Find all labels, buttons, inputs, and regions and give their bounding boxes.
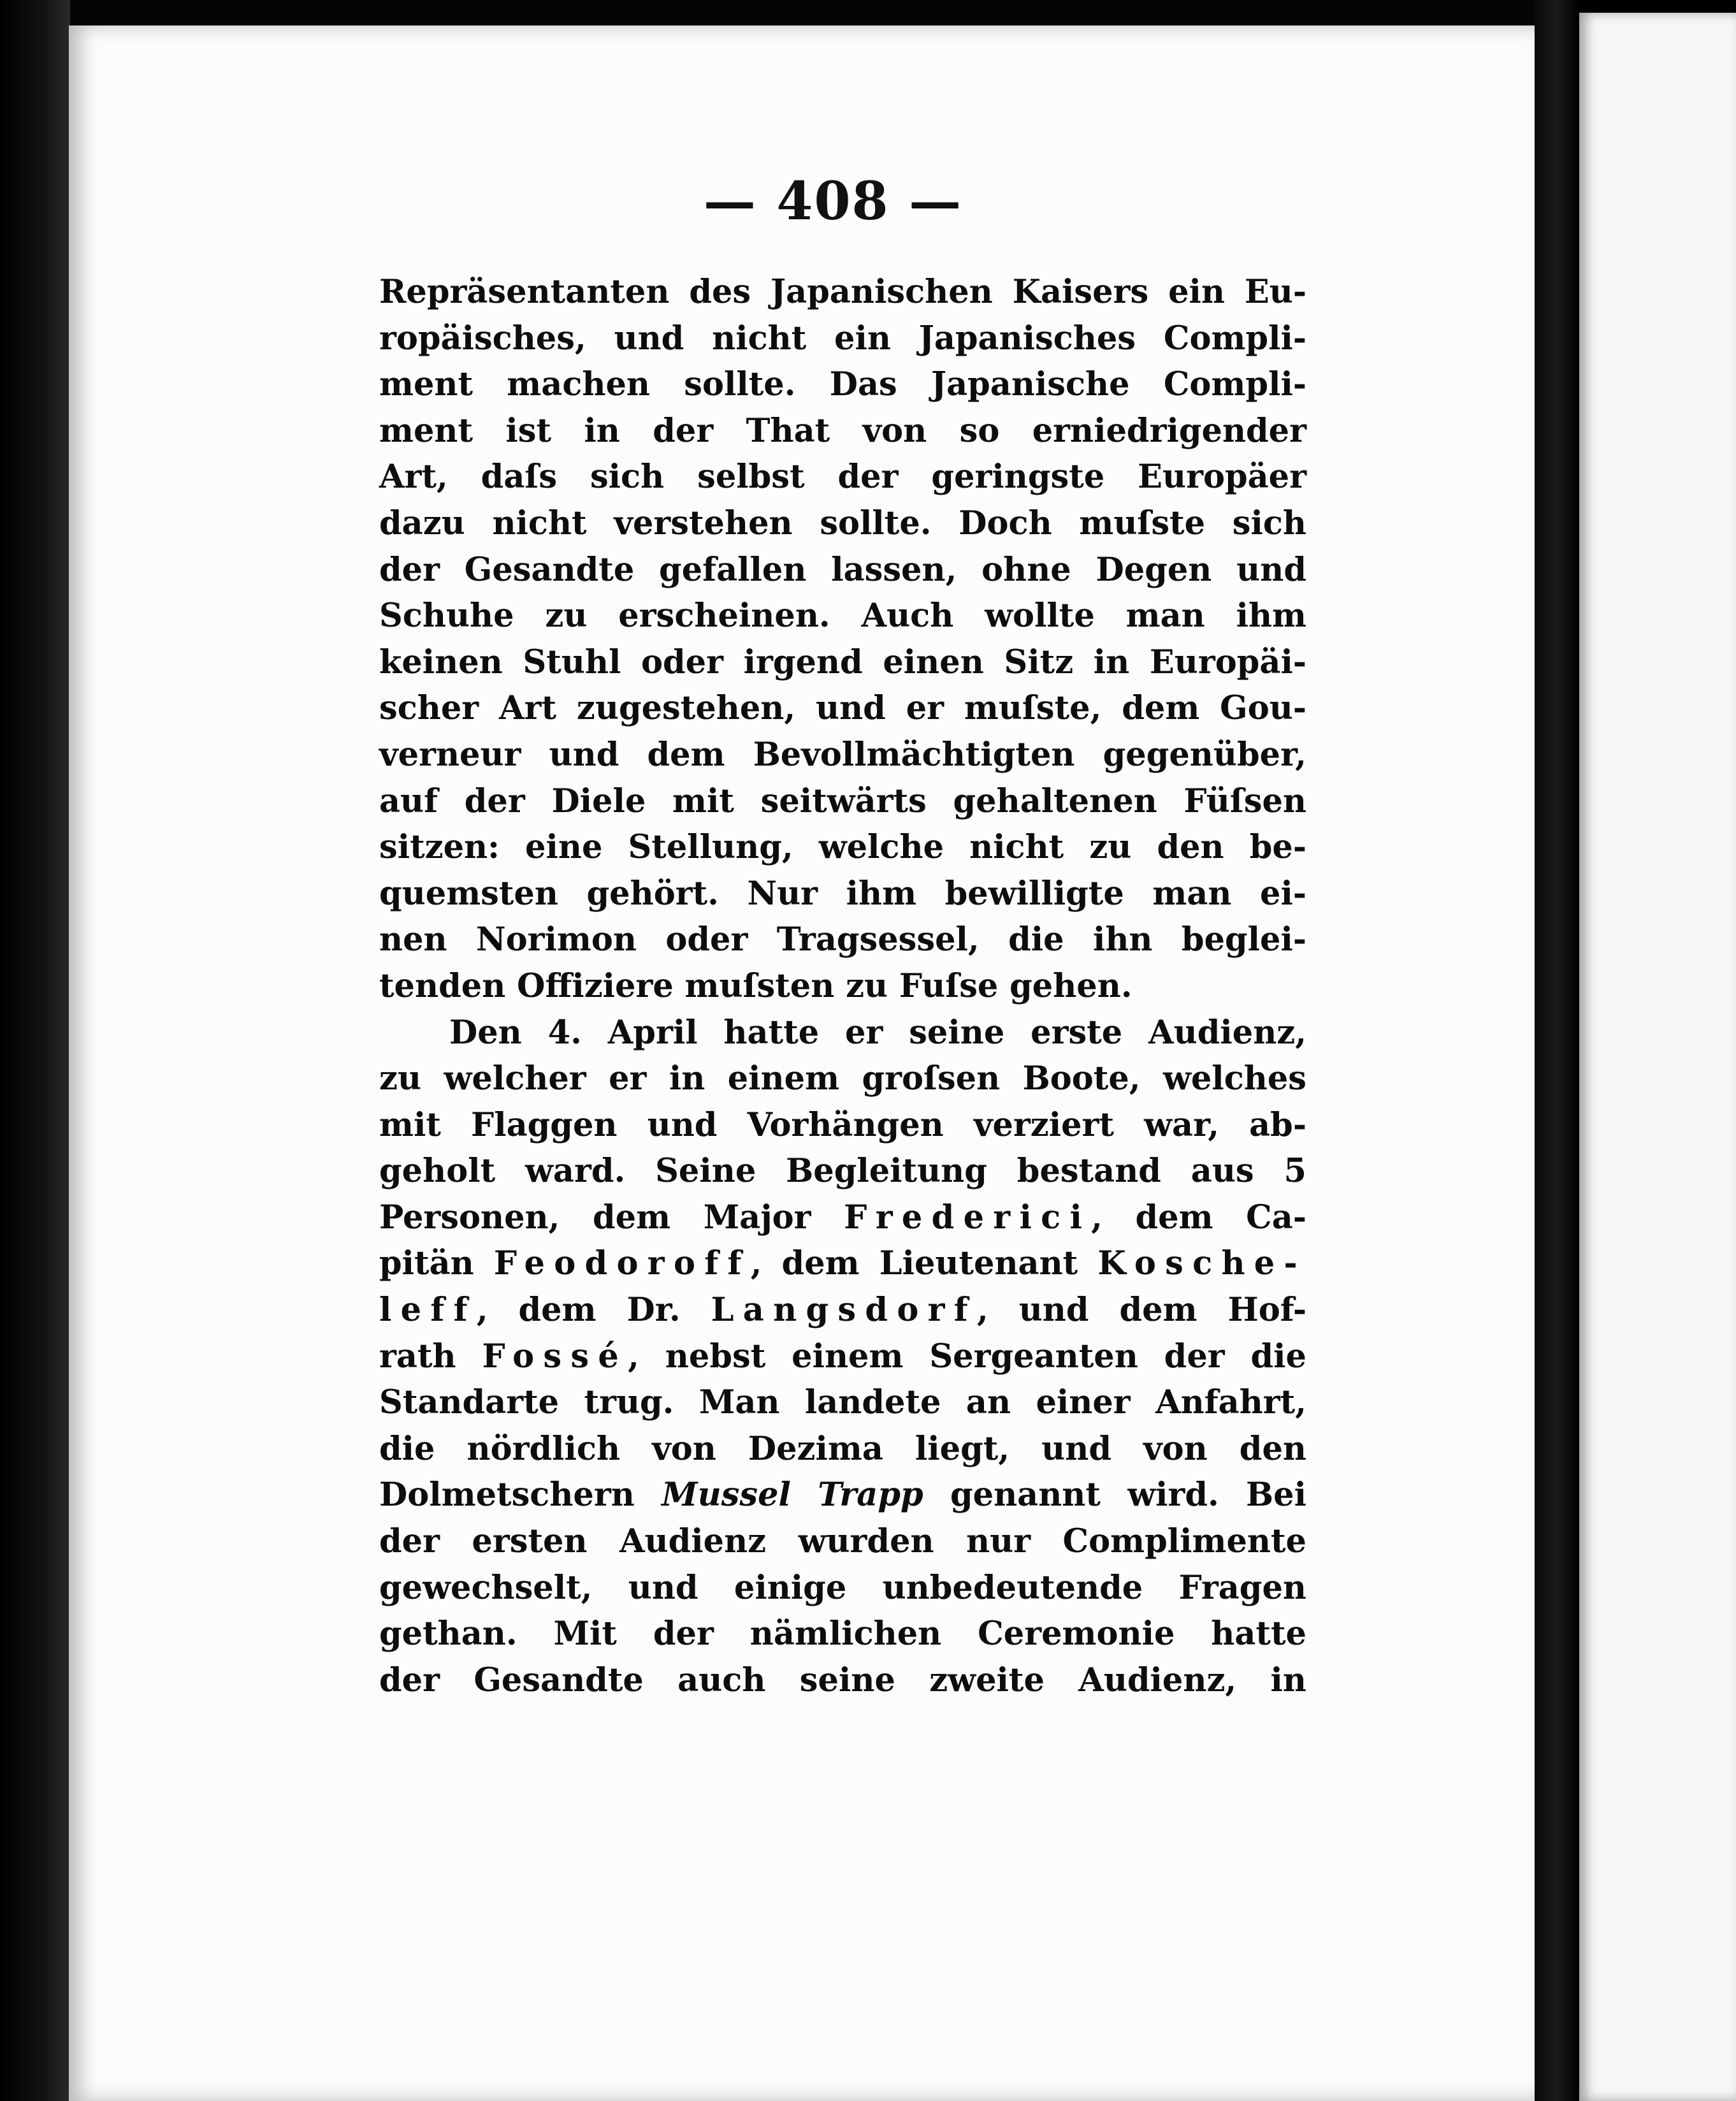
text-run: Art, daſs sich selbst der geringste Europäer	[379, 458, 1306, 497]
text-run: quemsten gehört. Nur ihm bewilligte man ei-	[379, 874, 1306, 913]
page-number: — 408 —	[703, 171, 963, 232]
text-run: geholt ward. Seine Begleitung bestand aus 5	[379, 1152, 1306, 1191]
text-run: mit Flaggen und Vorhängen verziert war, ab-	[379, 1105, 1306, 1144]
text-line	[379, 1334, 1306, 1380]
spaced-name: Fossé	[482, 1337, 628, 1376]
text-line	[379, 1148, 1306, 1195]
text-run: , dem Lieutenant	[750, 1244, 1098, 1283]
text-line	[379, 732, 1306, 778]
text-run: genannt wird. Bei	[923, 1476, 1306, 1515]
text-line	[379, 1056, 1306, 1102]
text-run: nen Norimon oder Tragsessel, die ihn beglei-	[379, 920, 1306, 959]
text-run: die nördlich von Dezima liegt, und von den	[379, 1429, 1306, 1468]
text-run: zu welcher er in einem groſsen Boote, welches	[379, 1059, 1306, 1098]
paragraph-start-line	[379, 1010, 1306, 1056]
text-line	[379, 1472, 1306, 1518]
text-line	[379, 408, 1306, 454]
text-run: Dolmetschern	[379, 1476, 662, 1515]
text-run: der Gesandte auch seine zweite Audienz, in	[379, 1661, 1306, 1699]
text-run: ment ist in der That von so erniedrigender	[379, 411, 1306, 450]
next-page-sliver	[1579, 13, 1736, 2101]
text-run: der Gesandte gefallen lassen, ohne Degen und	[379, 550, 1306, 589]
text-run: der ersten Audienz wurden nur Complimente	[379, 1522, 1306, 1561]
spaced-name: Feodoroff	[493, 1244, 751, 1283]
text-line	[379, 639, 1306, 686]
spaced-name: Langsdorf	[711, 1291, 978, 1330]
text-run: gewechselt, und einige unbedeutende Fragen	[379, 1568, 1306, 1607]
text-line	[379, 1287, 1306, 1334]
text-line	[379, 454, 1306, 500]
text-run: pitän	[379, 1244, 494, 1283]
text-line	[379, 824, 1306, 871]
text-run: keinen Stuhl oder irgend einen Sitz in Europäi-	[379, 643, 1306, 681]
text-line	[379, 593, 1306, 639]
text-line	[379, 1379, 1306, 1426]
spaced-name: Kosche-	[1097, 1244, 1306, 1283]
next-page-top-edge	[1579, 0, 1736, 13]
text-run: verneur und dem Bevollmächtigten gegenüber,	[379, 735, 1306, 774]
text-line	[379, 1195, 1306, 1241]
text-run: , dem Dr.	[476, 1291, 711, 1330]
text-run: Standarte trug. Man landete an einer Anfahrt,	[379, 1383, 1306, 1422]
text-run: Schuhe zu erscheinen. Auch wollte man ihm	[379, 597, 1306, 636]
text-line	[379, 547, 1306, 593]
text-line	[379, 871, 1306, 917]
text-run: ment machen sollte. Das Japanische Compli-	[379, 365, 1306, 404]
italic-term: Mussel Trapp	[662, 1476, 923, 1515]
text-run: auf der Diele mit seitwärts gehaltenen Füſsen	[379, 782, 1306, 820]
book-gutter	[1535, 0, 1579, 2101]
text-line	[379, 917, 1306, 963]
text-line	[379, 1240, 1306, 1287]
text-line	[379, 1102, 1306, 1149]
text-run: , und dem Hof-	[977, 1291, 1306, 1330]
paragraph-end-line	[379, 963, 1306, 1010]
text-run: , dem Ca-	[1091, 1198, 1306, 1237]
text-line	[379, 500, 1306, 547]
text-run: Den 4. April hatte er seine erste Audienz,	[449, 1013, 1306, 1052]
text-run: , nebst einem Sergeanten der die	[628, 1337, 1306, 1376]
text-line	[379, 1426, 1306, 1472]
body-text	[379, 269, 1306, 1703]
text-run: dazu nicht verstehen sollte. Doch muſste sich	[379, 504, 1306, 542]
text-line	[379, 1565, 1306, 1611]
text-line	[379, 1657, 1306, 1704]
text-line	[379, 1518, 1306, 1565]
text-run: rath	[379, 1337, 482, 1376]
text-line	[379, 685, 1306, 732]
text-run: gethan. Mit der nämlichen Ceremonie hatte	[379, 1615, 1306, 1654]
text-line	[379, 316, 1306, 362]
text-run: Personen, dem Major	[379, 1198, 844, 1237]
text-line	[379, 778, 1306, 825]
book-left-edge	[0, 0, 70, 2101]
text-run: scher Art zugestehen, und er muſste, dem Gou-	[379, 689, 1306, 728]
text-line	[379, 269, 1306, 316]
text-line	[379, 361, 1306, 408]
text-run: ropäisches, und nicht ein Japanisches Compli-	[379, 319, 1306, 358]
spaced-name: Frederici	[844, 1198, 1092, 1237]
spaced-name: leff	[379, 1291, 477, 1330]
text-run: Repräsentanten des Japanischen Kaisers ein Eu-	[379, 273, 1306, 311]
text-run: sitzen: eine Stellung, welche nicht zu den be-	[379, 828, 1306, 867]
text-line	[379, 1611, 1306, 1657]
text-run: tenden Offiziere muſsten zu Fuſse gehen.	[379, 966, 1132, 1005]
